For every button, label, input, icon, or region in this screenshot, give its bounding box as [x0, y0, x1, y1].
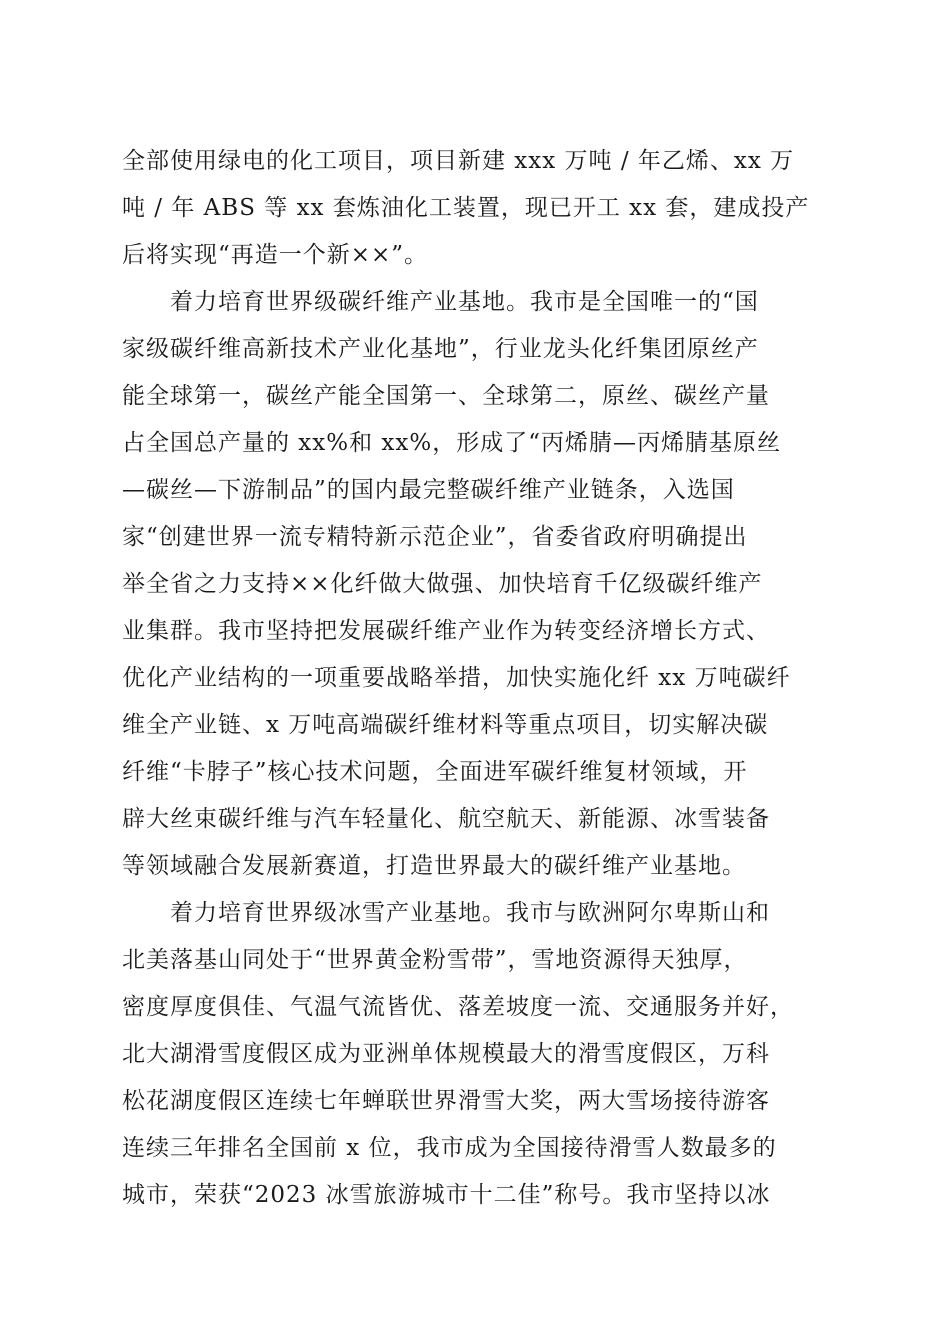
- text-line: 家级碳纤维高新技术产业化基地”，行业龙头化纤集团原丝产: [122, 336, 759, 362]
- paragraph-start-ice-snow: 着力培育世界级冰雪产业基地。我市与欧洲阿尔卑斯山和: [170, 900, 770, 926]
- text-line: 纤维“卡脖子”核心技术问题，全面进军碳纤维复材领域，开: [122, 759, 748, 785]
- text-line: —碳丝—下游制品”的国内最完整碳纤维产业链条，入选国: [122, 477, 735, 503]
- text-line: 吨 / 年 ABS 等 xx 套炼油化工装置，现已开工 xx 套，建成投产: [122, 195, 810, 221]
- text-line: 占全国总产量的 xx%和 xx%，形成了“丙烯腈—丙烯腈基原丝: [122, 430, 781, 456]
- text-line: 辟大丝束碳纤维与汽车轻量化、航空航天、新能源、冰雪装备: [122, 806, 770, 832]
- text-line: 北大湖滑雪度假区成为亚洲单体规模最大的滑雪度假区，万科: [122, 1041, 770, 1067]
- text-line: 北美落基山同处于“世界黄金粉雪带”，雪地资源得天独厚，: [122, 947, 748, 973]
- text-line: 等领域融合发展新赛道，打造世界最大的碳纤维产业基地。: [122, 853, 746, 879]
- text-line: 家“创建世界一流专精特新示范企业”，省委省政府明确提出: [122, 524, 748, 550]
- text-line: 后将实现“再造一个新××”。: [122, 242, 429, 268]
- text-line: 全部使用绿电的化工项目，项目新建 xxx 万吨 / 年乙烯、xx 万: [122, 148, 795, 174]
- text-line: 松花湖度假区连续七年蝉联世界滑雪大奖，两大雪场接待游客: [122, 1088, 770, 1114]
- text-line: 城市，荣获“2023 冰雪旅游城市十二佳”称号。我市坚持以冰: [122, 1182, 771, 1208]
- paragraph-start-carbon-fiber: 着力培育世界级碳纤维产业基地。我市是全国唯一的“国: [170, 289, 759, 315]
- text-line: 维全产业链、x 万吨高端碳纤维材料等重点项目，切实解决碳: [122, 712, 769, 738]
- text-line: 举全省之力支持××化纤做大做强、加快培育千亿级碳纤维产: [122, 571, 763, 597]
- text-line: 业集群。我市坚持把发展碳纤维产业作为转变经济增长方式、: [122, 618, 770, 644]
- text-line: 连续三年排名全国前 x 位，我市成为全国接待滑雪人数最多的: [122, 1135, 777, 1161]
- text-line: 优化产业结构的一项重要战略举措，加快实施化纤 xx 万吨碳纤: [122, 665, 791, 691]
- text-line: 密度厚度俱佳、气温气流皆优、落差坡度一流、交通服务并好，: [122, 994, 794, 1020]
- body-text: [122, 138, 830, 1219]
- text-line: 能全球第一，碳丝产能全国第一、全球第二，原丝、碳丝产量: [122, 383, 770, 409]
